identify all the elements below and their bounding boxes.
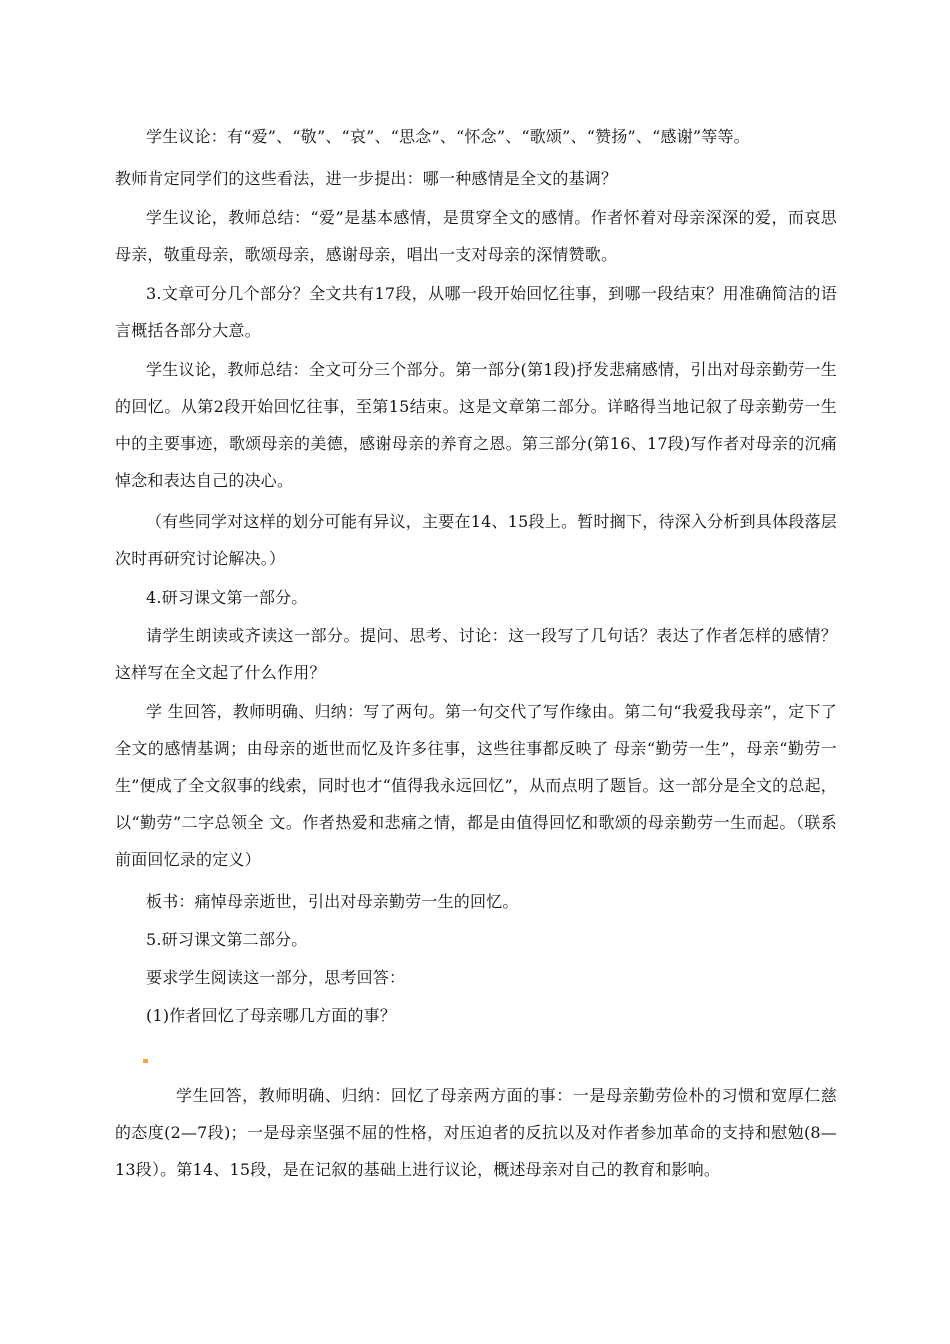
- paragraph-part-one-analysis: 学 生回答，教师明确、归纳：写了两句。第一句交代了写作缘由。第二句“我爱我母亲”，定下了全文的感情基调；由母亲的逝世而忆及许多往事，这些往事都反映了 母亲“勤劳一生”，母亲“勤劳一生”便成了全文叙事的线索，同时也才“值得我永远回忆”，从而点明了题旨。这一部分是全文的总起，以“勤劳”二字总领全 文。作者热爱和悲痛之情，都是由值得回忆和歌颂的母亲勤劳一生而起。（联系前面回忆录的定义）: [115, 702, 837, 869]
- paragraph-structure-summary: 学生议论，教师总结：全文可分三个部分。第一部分(第1段)抒发悲痛感情，引出对母亲勤劳一生的回忆。从第2段开始回忆往事，至第15结束。这是文章第二部分。详略得当地记叙了母亲勤劳一生中的主要事迹，歌颂母亲的美德，感谢母亲的养育之恩。第三部分(第16、17段)写作者对母亲的沉痛悼念和表达自己的决心。: [115, 360, 837, 490]
- paragraph-question-1: (1)作者回忆了母亲哪几方面的事？: [146, 1006, 397, 1025]
- orange-marker: [143, 1059, 148, 1063]
- paragraph-part-two-answer: 学生回答，教师明确、归纳：回忆了母亲两方面的事：一是母亲勤劳俭朴的习惯和宽厚仁慈的态度(2—7段)；一是母亲坚强不屈的性格，对压迫者的反抗以及对作者参加革命的支持和慰勉(8—13段）。第14、15段，是在记叙的基础上进行议论，概述母亲对自己的教育和影响。: [115, 1086, 837, 1179]
- paragraph-teacher-question: 教师肯定同学们的这些看法，进一步提出：哪一种感情是全文的基调？: [115, 169, 618, 188]
- paragraph-heading-part-one: 4.研习课文第一部分。: [146, 588, 308, 607]
- paragraph-reading-prompt: 请学生朗读或齐读这一部分。提问、思考、讨论：这一段写了几句话？表达了作者怎样的感情？这样写在全文起了什么作用？: [115, 626, 837, 682]
- paragraph-blackboard: 板书：痛悼母亲逝世，引出对母亲勤劳一生的回忆。: [146, 892, 519, 911]
- paragraph-question-3: 3.文章可分几个部分？全文共有17段，从哪一段开始回忆往事，到哪一段结束？用准确简洁的语言概括各部分大意。: [115, 284, 837, 340]
- paragraph-reading-request: 要求学生阅读这一部分，思考回答：: [146, 968, 406, 987]
- paragraph-heading-part-two: 5.研习课文第二部分。: [146, 930, 308, 949]
- paragraph-note-disagreement: （有些同学对这样的划分可能有异议，主要在14、15段上。暂时搁下，待深入分析到具体段落层次时再研究讨论解决。）: [115, 512, 837, 568]
- paragraph-student-discussion: 学生议论：有“爱”、“敬”、“哀”、“思念”、“怀念”、“歌颂”、“赞扬”、“感谢”等等。: [146, 127, 750, 146]
- paragraph-teacher-summary-love: 学生议论，教师总结：“爱”是基本感情，是贯穿全文的感情。作者怀着对母亲深深的爱，而哀思母亲，敬重母亲，歌颂母亲，感谢母亲，唱出一支对母亲的深情赞歌。: [115, 208, 837, 264]
